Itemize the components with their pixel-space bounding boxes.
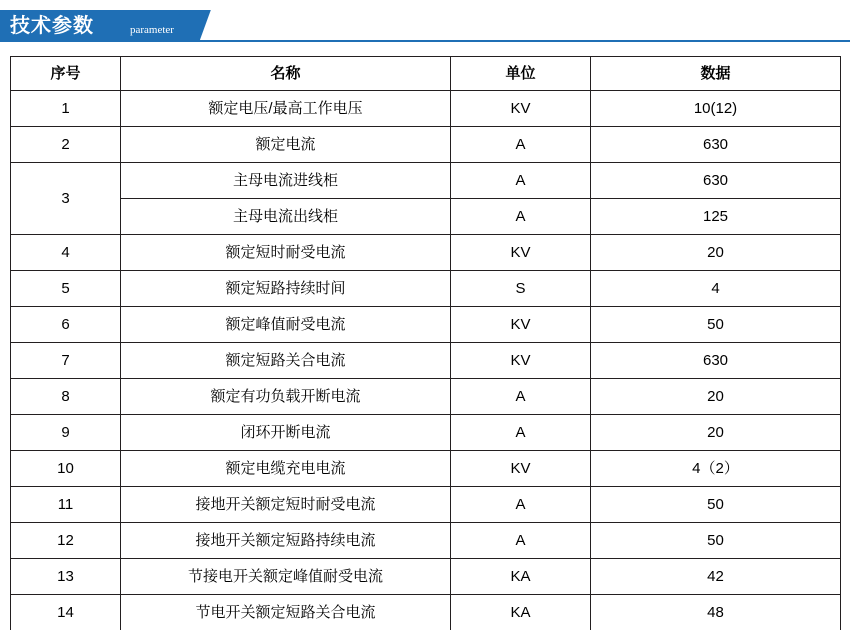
cell-no: 6 — [11, 307, 121, 343]
parameters-table — [10, 56, 841, 630]
cell-unit: KV — [451, 451, 591, 487]
cell-no: 5 — [11, 271, 121, 307]
cell-unit: A — [451, 523, 591, 559]
table-row — [11, 127, 841, 163]
column-header-name: 名称 — [121, 57, 451, 91]
table-row — [11, 559, 841, 595]
cell-value: 630 — [591, 163, 841, 199]
cell-name: 额定有功负载开断电流 — [121, 379, 451, 415]
cell-unit: A — [451, 415, 591, 451]
table-row — [11, 451, 841, 487]
cell-no: 3 — [11, 163, 121, 235]
page-title: 技术参数 — [10, 15, 94, 37]
cell-value: 48 — [591, 595, 841, 630]
banner-underline — [196, 40, 850, 42]
table-row — [11, 487, 841, 523]
cell-unit: KV — [451, 91, 591, 127]
cell-value: 20 — [591, 235, 841, 271]
table-row — [11, 343, 841, 379]
cell-no: 7 — [11, 343, 121, 379]
cell-no: 12 — [11, 523, 121, 559]
cell-name: 主母电流进线柜 — [121, 163, 451, 199]
cell-value: 50 — [591, 307, 841, 343]
cell-no: 4 — [11, 235, 121, 271]
cell-name: 额定短时耐受电流 — [121, 235, 451, 271]
cell-value: 42 — [591, 559, 841, 595]
table-row — [11, 199, 841, 235]
cell-name: 接地开关额定短路持续电流 — [121, 523, 451, 559]
cell-name: 额定短路持续时间 — [121, 271, 451, 307]
table-row — [11, 415, 841, 451]
cell-no: 11 — [11, 487, 121, 523]
cell-value: 630 — [591, 127, 841, 163]
table-header-row — [11, 57, 841, 91]
cell-no: 8 — [11, 379, 121, 415]
cell-unit: A — [451, 199, 591, 235]
table-row — [11, 271, 841, 307]
cell-no: 2 — [11, 127, 121, 163]
cell-unit: KA — [451, 595, 591, 630]
cell-value: 50 — [591, 523, 841, 559]
cell-no: 10 — [11, 451, 121, 487]
cell-name: 接地开关额定短时耐受电流 — [121, 487, 451, 523]
cell-unit: KV — [451, 235, 591, 271]
cell-value: 50 — [591, 487, 841, 523]
table-row — [11, 163, 841, 199]
page-subtitle: parameter — [130, 24, 174, 36]
cell-name: 额定短路关合电流 — [121, 343, 451, 379]
cell-unit: KV — [451, 343, 591, 379]
table-row — [11, 235, 841, 271]
column-header-unit: 单位 — [451, 57, 591, 91]
table-row — [11, 595, 841, 630]
cell-unit: A — [451, 127, 591, 163]
cell-value: 4（2） — [591, 451, 841, 487]
cell-name: 主母电流出线柜 — [121, 199, 451, 235]
cell-value: 10(12) — [591, 91, 841, 127]
cell-name: 额定峰值耐受电流 — [121, 307, 451, 343]
cell-no: 14 — [11, 595, 121, 630]
cell-name: 节电开关额定短路关合电流 — [121, 595, 451, 630]
cell-name: 额定电压/最高工作电压 — [121, 91, 451, 127]
cell-value: 20 — [591, 415, 841, 451]
cell-unit: A — [451, 379, 591, 415]
cell-no: 13 — [11, 559, 121, 595]
cell-no: 1 — [11, 91, 121, 127]
cell-value: 125 — [591, 199, 841, 235]
cell-name: 节接电开关额定峰值耐受电流 — [121, 559, 451, 595]
cell-value: 4 — [591, 271, 841, 307]
column-header-no: 序号 — [11, 57, 121, 91]
table-row — [11, 523, 841, 559]
table-row — [11, 307, 841, 343]
cell-no: 9 — [11, 415, 121, 451]
parameters-table-body — [11, 57, 841, 630]
parameters-table-container — [10, 56, 840, 630]
cell-unit: A — [451, 487, 591, 523]
page-header-banner — [0, 0, 850, 48]
cell-name: 闭环开断电流 — [121, 415, 451, 451]
table-row — [11, 379, 841, 415]
cell-unit: S — [451, 271, 591, 307]
column-header-data: 数据 — [591, 57, 841, 91]
cell-unit: A — [451, 163, 591, 199]
cell-name: 额定电缆充电电流 — [121, 451, 451, 487]
cell-name: 额定电流 — [121, 127, 451, 163]
cell-unit: KV — [451, 307, 591, 343]
cell-value: 20 — [591, 379, 841, 415]
table-row — [11, 91, 841, 127]
cell-value: 630 — [591, 343, 841, 379]
cell-unit: KA — [451, 559, 591, 595]
